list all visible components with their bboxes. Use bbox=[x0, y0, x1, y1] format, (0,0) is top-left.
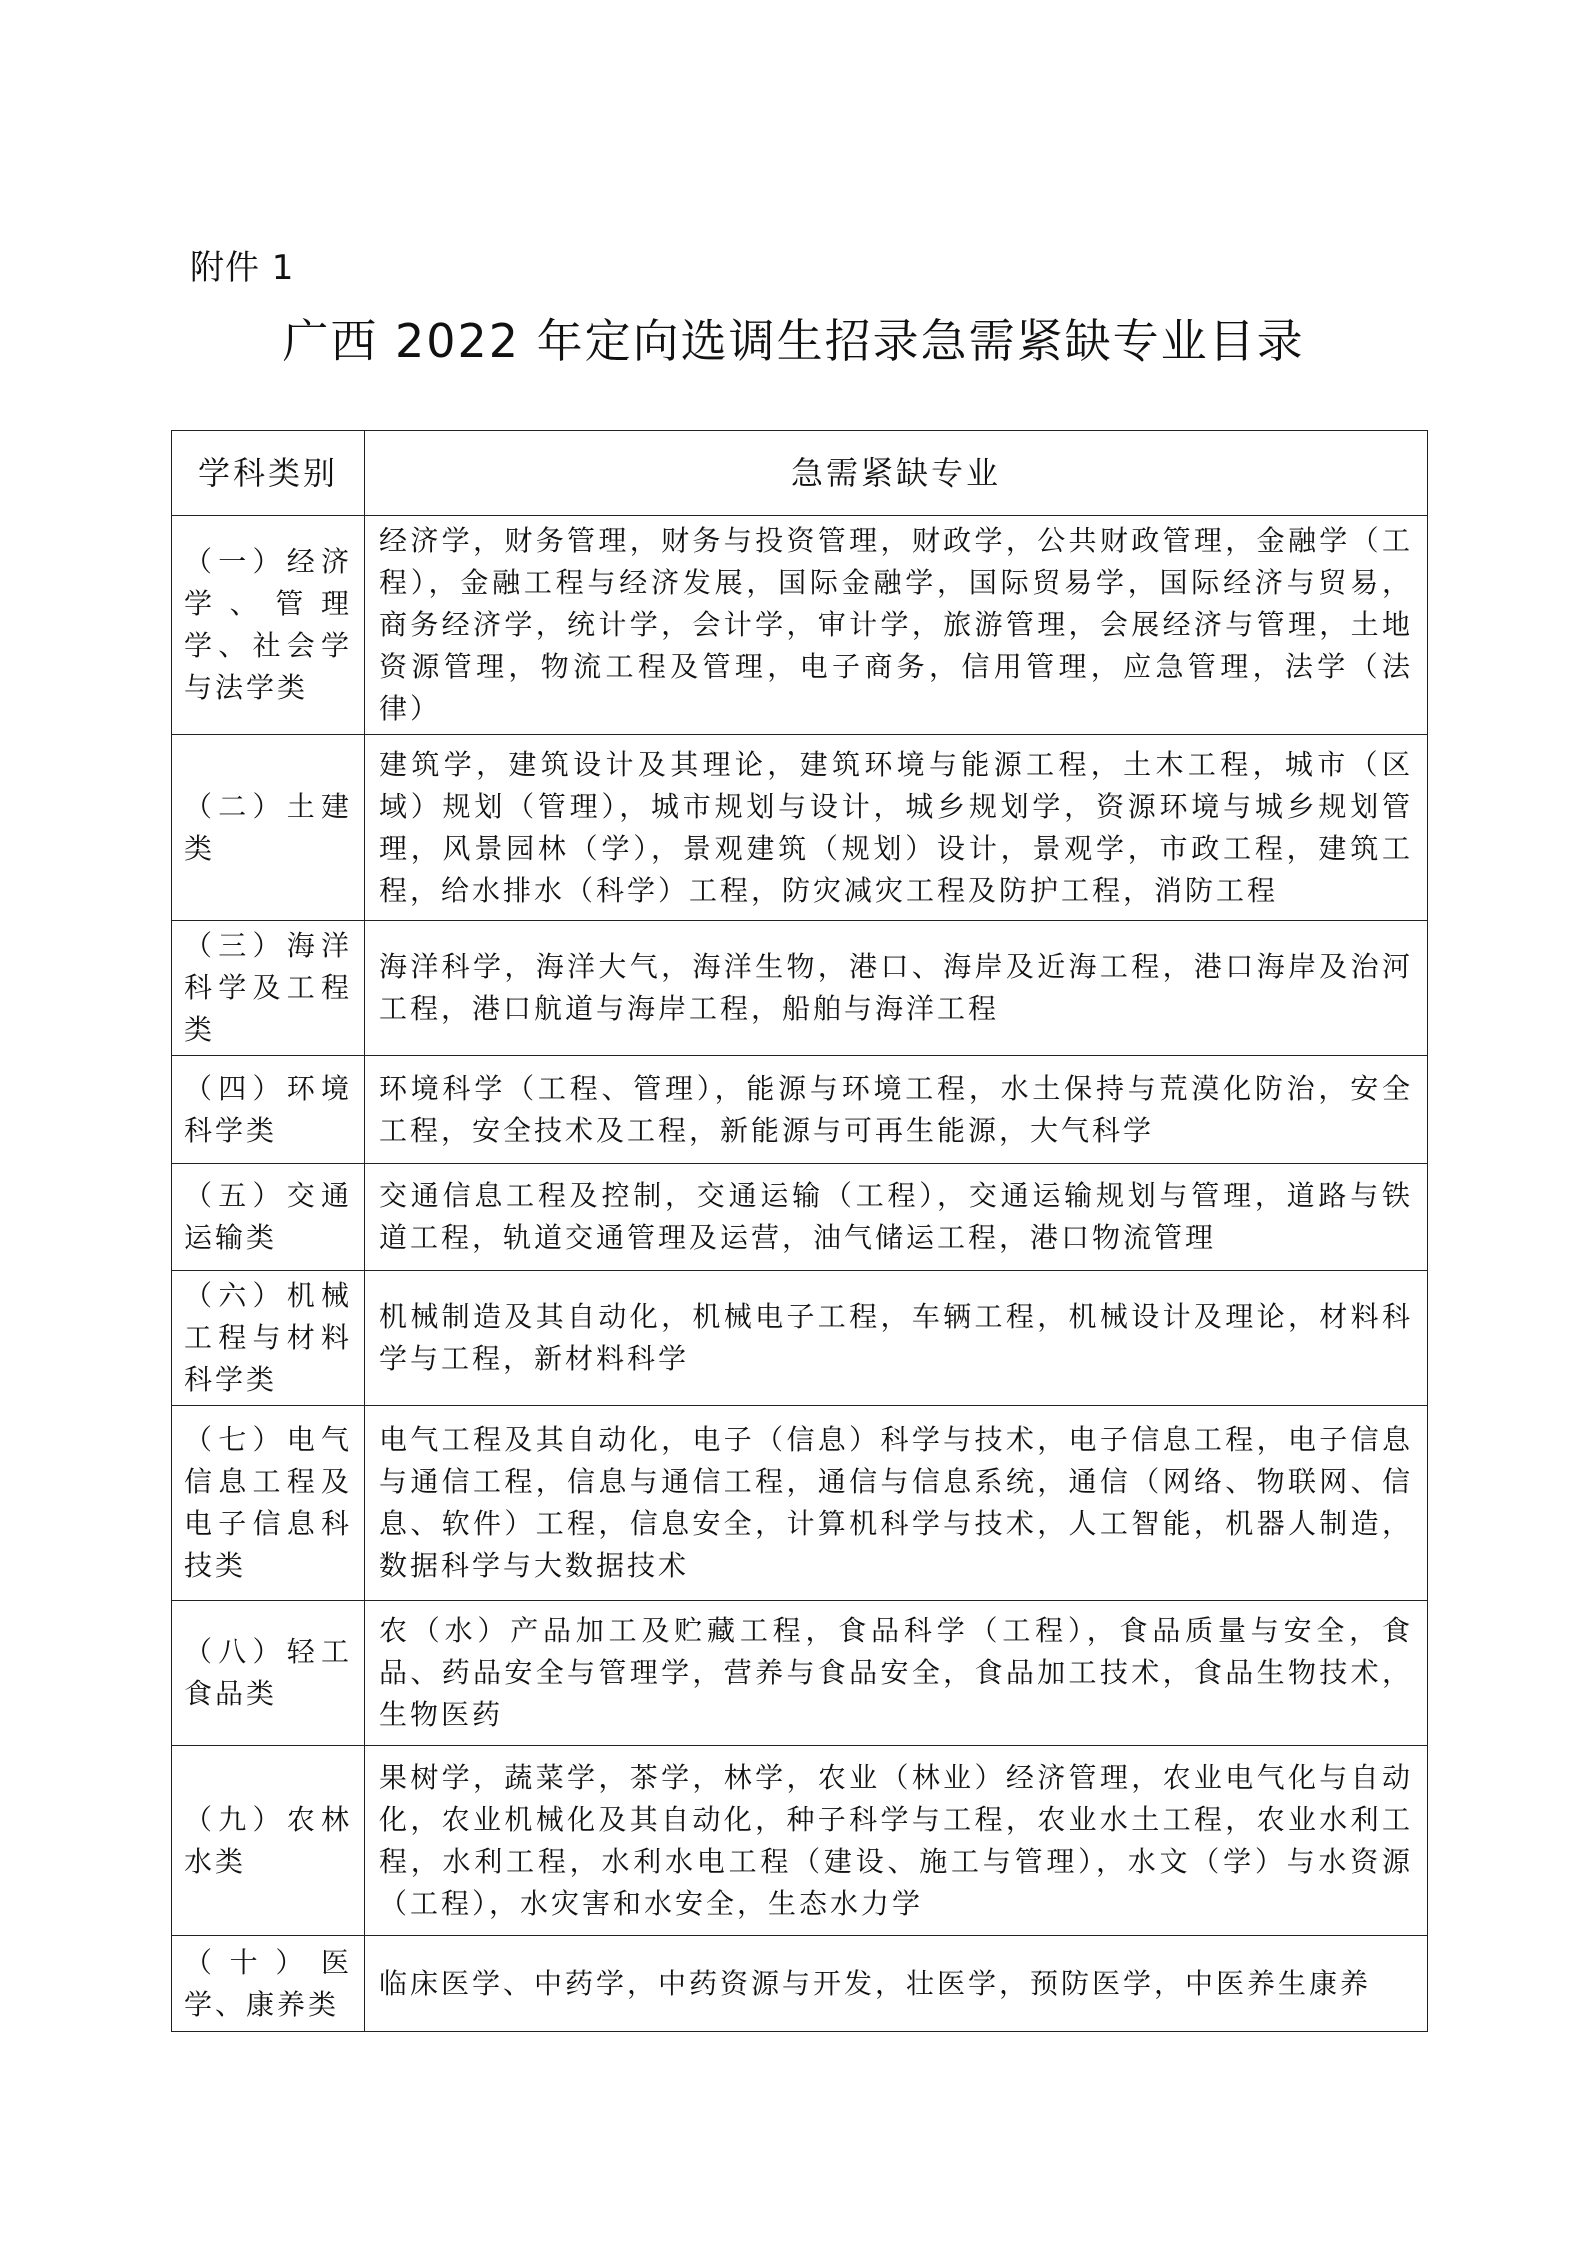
category-cell: （三）海洋科学及工程类 bbox=[172, 921, 365, 1056]
category-cell: （九）农林水类 bbox=[172, 1746, 365, 1936]
category-cell: （二）土建类 bbox=[172, 735, 365, 921]
category-cell: （六）机械工程与材料科学类 bbox=[172, 1271, 365, 1406]
category-cell: （七）电气信息工程及电子信息科技类 bbox=[172, 1406, 365, 1601]
majors-cell: 电气工程及其自动化，电子（信息）科学与技术，电子信息工程，电子信息与通信工程，信息与通信工程，通信与信息系统，通信（网络、物联网、信息、软件）工程，信息安全，计算机科学与技术，人工智能，机器人制造，数据科学与大数据技术 bbox=[365, 1406, 1428, 1601]
category-cell: （十）医学、康养类 bbox=[172, 1936, 365, 2032]
category-cell: （八）轻工食品类 bbox=[172, 1601, 365, 1746]
table-row bbox=[172, 1164, 1428, 1271]
majors-cell: 农（水）产品加工及贮藏工程，食品科学（工程），食品质量与安全，食品、药品安全与管理学，营养与食品安全，食品加工技术，食品生物技术，生物医药 bbox=[365, 1601, 1428, 1746]
table-row bbox=[172, 516, 1428, 735]
table-row bbox=[172, 735, 1428, 921]
majors-cell: 环境科学（工程、管理），能源与环境工程，水土保持与荒漠化防治，安全工程，安全技术及工程，新能源与可再生能源，大气科学 bbox=[365, 1056, 1428, 1164]
table-row bbox=[172, 1406, 1428, 1601]
majors-catalog-table bbox=[171, 430, 1428, 2032]
majors-cell: 临床医学、中药学，中药资源与开发，壮医学，预防医学，中医养生康养 bbox=[365, 1936, 1428, 2032]
header-category: 学科类别 bbox=[172, 431, 365, 516]
majors-cell: 海洋科学，海洋大气，海洋生物，港口、海岸及近海工程，港口海岸及治河工程，港口航道与海岸工程，船舶与海洋工程 bbox=[365, 921, 1428, 1056]
majors-cell: 建筑学，建筑设计及其理论，建筑环境与能源工程，土木工程，城市（区域）规划（管理），城市规划与设计，城乡规划学，资源环境与城乡规划管理，风景园林（学），景观建筑（规划）设计，景观学，市政工程，建筑工程，给水排水（科学）工程，防灾减灾工程及防护工程，消防工程 bbox=[365, 735, 1428, 921]
table-row bbox=[172, 1601, 1428, 1746]
majors-cell: 果树学，蔬菜学，茶学，林学，农业（林业）经济管理，农业电气化与自动化，农业机械化及其自动化，种子科学与工程，农业水土工程，农业水利工程，水利工程，水利水电工程（建设、施工与管理），水文（学）与水资源（工程），水灾害和水安全，生态水力学 bbox=[365, 1746, 1428, 1936]
header-majors: 急需紧缺专业 bbox=[365, 431, 1428, 516]
table-row bbox=[172, 1271, 1428, 1406]
category-cell: （五）交通运输类 bbox=[172, 1164, 365, 1271]
table-row bbox=[172, 1056, 1428, 1164]
category-cell: （四）环境科学类 bbox=[172, 1056, 365, 1164]
majors-cell: 经济学，财务管理，财务与投资管理，财政学，公共财政管理，金融学（工程），金融工程与经济发展，国际金融学，国际贸易学，国际经济与贸易，商务经济学，统计学，会计学，审计学，旅游管理，会展经济与管理，土地资源管理，物流工程及管理，电子商务，信用管理，应急管理，法学（法律） bbox=[365, 516, 1428, 735]
table-header-row bbox=[172, 431, 1428, 516]
table-row bbox=[172, 1936, 1428, 2032]
attachment-label: 附件 1 bbox=[190, 248, 295, 288]
majors-cell: 交通信息工程及控制，交通运输（工程），交通运输规划与管理，道路与铁道工程，轨道交通管理及运营，油气储运工程，港口物流管理 bbox=[365, 1164, 1428, 1271]
document-title: 广西 2022 年定向选调生招录急需紧缺专业目录 bbox=[282, 314, 1305, 368]
majors-cell: 机械制造及其自动化，机械电子工程，车辆工程，机械设计及理论，材料科学与工程，新材料科学 bbox=[365, 1271, 1428, 1406]
category-cell: （一）经济学、管理学、社会学与法学类 bbox=[172, 516, 365, 735]
table-row bbox=[172, 921, 1428, 1056]
table-row bbox=[172, 1746, 1428, 1936]
